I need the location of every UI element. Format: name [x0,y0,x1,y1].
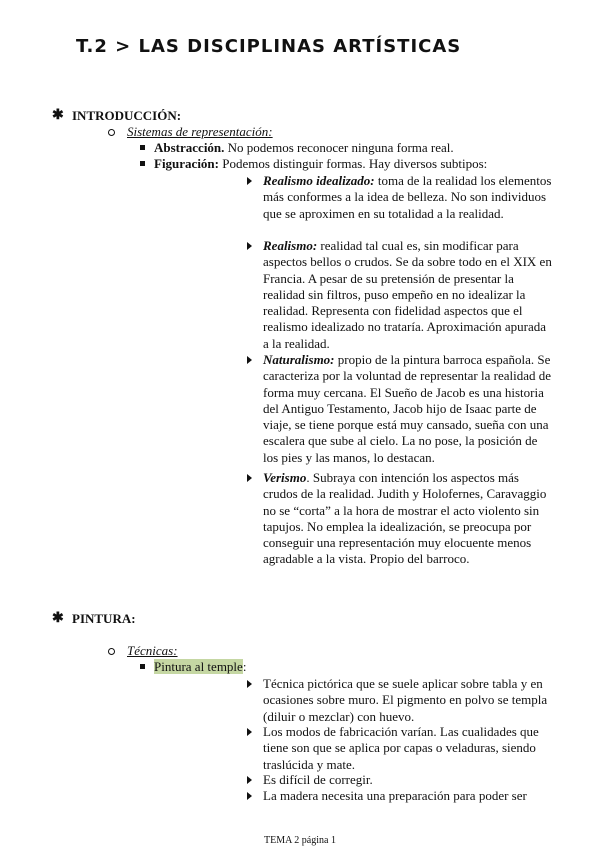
square-bullet-icon [140,664,145,669]
square-bullet-icon [140,161,145,166]
definition: propio de la pintura barroca española. Se caracteriza por la voluntad de representar la realidad de forma muy cercana. El Sueño de Jacob es una historia del Antiguo Testamento, Jacob hijo de Isaac parte de viaje, se tiene porque está muy cansado, sueña con una escalera que sube al cielo. La no pose, la posición de los pies y las manos, lo destacan. [263,352,551,465]
term-figuracion: Figuración: [154,156,219,171]
definition: realidad tal cual es, sin modificar para aspectos bellos o crudos. Se da sobre todo en el XIX en Francia. A pesar de su pretensión de presentar la realidad sin filtros, puso empeño en no idealizar la realidad. Representa con fidelidad aspectos que el realismo idealizado no trataría. Aproximación apurada a la realidad. [263,238,552,351]
page-footer: TEMA 2 página 1 [264,835,336,846]
term-abstraccion: Abstracción. [154,140,225,155]
temple-colon: : [242,659,247,674]
list-item-naturalismo [244,352,554,466]
point-text: La madera necesita una preparación para poder ser [263,788,527,803]
definition: . Subraya con intención los aspectos más crudos de la realidad. Judith y Holofernes, Caravaggio no se “corta” a la hora de mostrar el acto violento sin tapujos. No emplea la idealización, se preocupa por conseguir una representación muy elocuente menos agradable a la vista. Propio del barroco. [263,470,547,567]
point-text: Es difícil de corregir. [263,772,373,787]
term: Realismo idealizado: [263,173,375,188]
subheading-text: Sistemas de representación: [127,124,273,139]
list-item-temple-point [244,788,554,804]
point-text: Técnica pictórica que se suele aplicar sobre tabla y en ocasiones sobre muro. El pigmento en polvo se templa (diluir o mezclar) con huevo. [263,676,548,724]
arrow-bullet-icon [247,177,252,185]
list-item-temple-point [244,676,554,725]
list-item-realismo-idealizado [244,173,554,222]
figuracion-text: Podemos distinguir formas. Hay diversos subtipos: [219,156,488,171]
point-text: Los modos de fabricación varían. Las cualidades que tiene son que se aplica por capas o veladuras, siendo traslúcida y mate. [263,724,539,772]
abstraccion-text: No podemos reconocer ninguna forma real. [224,140,454,155]
circle-bullet-icon [108,129,115,136]
list-item-realismo [244,238,554,352]
list-item-temple-point [244,724,554,773]
term: Verismo [263,470,307,485]
section-heading-text: INTRODUCCIÓN: [72,108,182,123]
highlighted-term-temple: Pintura al temple [154,659,243,674]
arrow-bullet-icon [247,776,252,784]
definition: toma de la realidad los elementos más conformes a la idea de belleza. No son individuos que se aproximen en su totalidad a la realidad. [263,173,552,221]
arrow-bullet-icon [247,356,252,364]
subheading-text: Técnicas: [127,643,178,658]
circle-bullet-icon [108,648,115,655]
arrow-bullet-icon [247,680,252,688]
section-heading-text: PINTURA: [72,611,136,626]
asterisk-bullet-icon: ✱ [52,108,64,123]
arrow-bullet-icon [247,242,252,250]
square-bullet-icon [140,145,145,150]
asterisk-bullet-icon: ✱ [52,611,64,626]
arrow-bullet-icon [247,728,252,736]
list-item-verismo [244,470,554,568]
page-title: T.2 > LAS DISCIPLINAS ARTÍSTICAS [76,36,462,57]
term: Realismo: [263,238,318,253]
arrow-bullet-icon [247,474,252,482]
term: Naturalismo: [263,352,335,367]
arrow-bullet-icon [247,792,252,800]
list-item-temple-point [244,772,554,788]
